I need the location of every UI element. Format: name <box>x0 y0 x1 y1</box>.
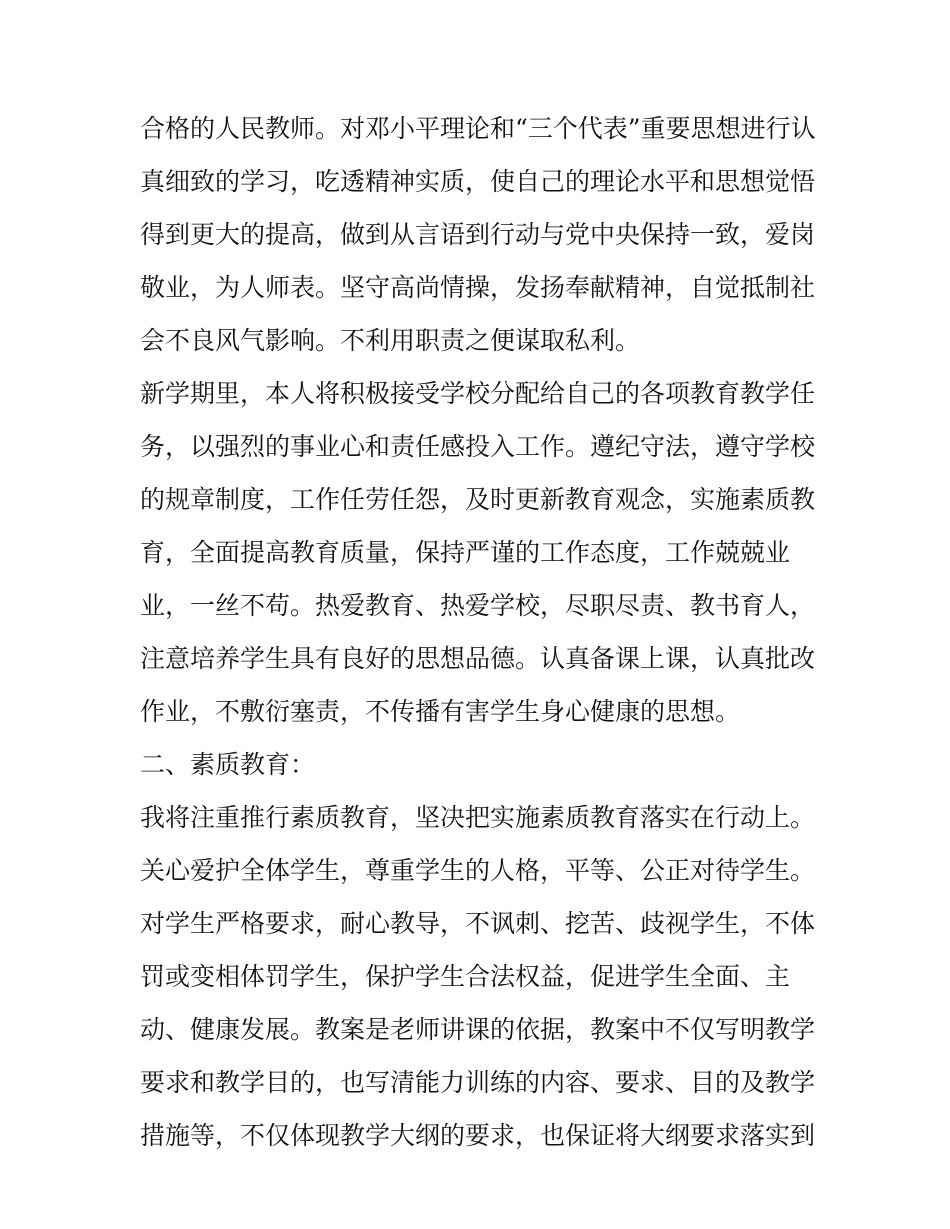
text-line: 对学生严格要求，耐心教导，不讽刺、挖苦、歧视学生，不体 <box>140 909 816 938</box>
text-line: 动、健康发展。教案是老师讲课的依据，教案中不仅写明教学 <box>140 1015 816 1044</box>
text-line: 务，以强烈的事业心和责任感投入工作。遵纪守法，遵守学校 <box>140 432 816 461</box>
text-line: 我将注重推行素质教育，坚决把实施素质教育落实在行动上。 <box>140 803 816 832</box>
text-line: 罚或变相体罚学生，保护学生合法权益，促进学生全面、主 <box>140 962 791 991</box>
text-line: 措施等，不仅体现教学大纲的要求，也保证将大纲要求落实到 <box>140 1121 816 1150</box>
section-heading: 二、素质教育： <box>140 750 316 779</box>
text-line: 业，一丝不苟。热爱教育、热爱学校，尽职尽责、教书育人， <box>140 591 816 620</box>
text-line: 的规章制度，工作任劳任怨，及时更新教育观念，实施素质教 <box>140 485 816 514</box>
text-line: 作业，不敷衍塞责，不传播有害学生身心健康的思想。 <box>140 697 741 726</box>
text-line: 会不良风气影响。不利用职责之便谋取私利。 <box>140 326 641 355</box>
text-line: 关心爱护全体学生，尊重学生的人格，平等、公正对待学生。 <box>140 856 816 885</box>
body-text <box>140 102 830 1162</box>
text-line: 敬业，为人师表。坚守高尚情操，发扬奉献精神，自觉抵制社 <box>140 273 816 302</box>
text-line: 注意培养学生具有良好的思想品德。认真备课上课，认真批改 <box>140 644 816 673</box>
text-line: 合格的人民教师。对邓小平理论和“三个代表”重要思想进行认 <box>140 114 816 143</box>
text-line: 要求和教学目的，也写清能力训练的内容、要求、目的及教学 <box>140 1068 816 1097</box>
text-line: 新学期里，本人将积极接受学校分配给自己的各项教育教学任 <box>140 379 816 408</box>
text-line: 得到更大的提高，做到从言语到行动与党中央保持一致，爱岗 <box>140 220 816 249</box>
text-line: 育，全面提高教育质量，保持严谨的工作态度，工作兢兢业 <box>140 538 791 567</box>
text-line: 真细致的学习，吃透精神实质，使自己的理论水平和思想觉悟 <box>140 167 816 196</box>
